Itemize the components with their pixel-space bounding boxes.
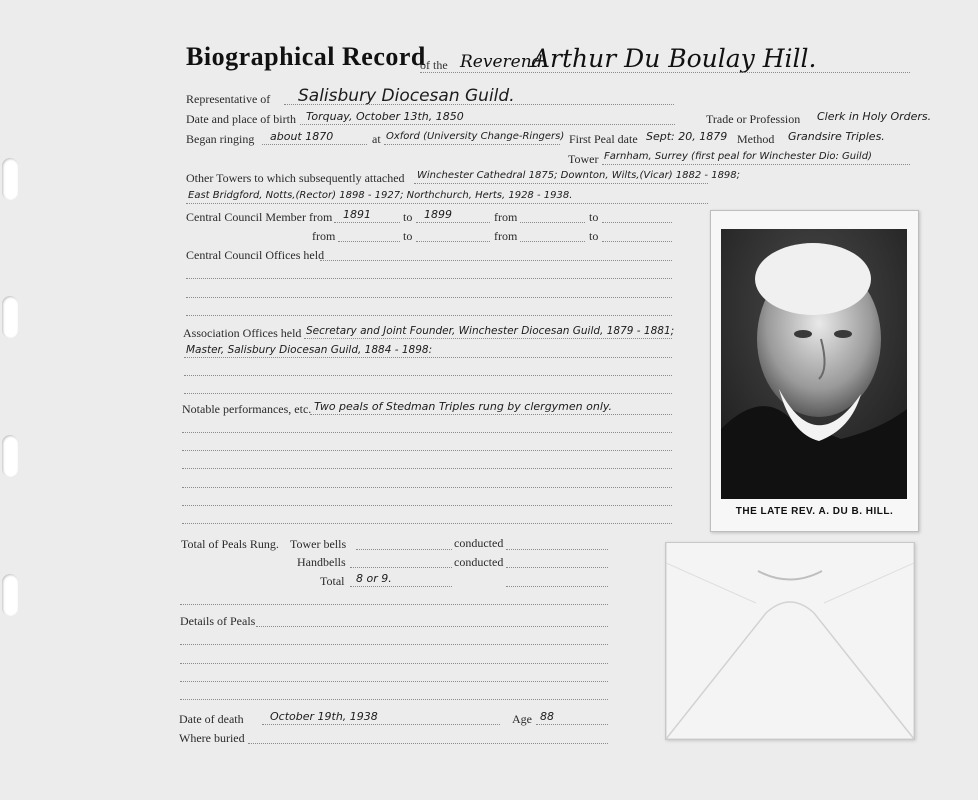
rule — [416, 222, 490, 223]
rule — [602, 222, 672, 223]
rule — [180, 604, 608, 605]
began-label: Began ringing — [186, 132, 255, 146]
rule — [182, 450, 672, 451]
method-value: Grandsire Triples. — [788, 130, 885, 143]
title-reverend: Reverend — [460, 52, 543, 72]
rule — [284, 104, 674, 105]
death-value: October 19th, 1938 — [270, 710, 378, 723]
rule — [186, 278, 672, 279]
cc-offices-label: Central Council Offices held — [186, 248, 325, 262]
rule — [256, 626, 608, 627]
total-peals-label: Total of Peals Rung. — [181, 537, 279, 551]
to-label: to — [589, 210, 599, 224]
rule — [300, 124, 675, 125]
began-value: about 1870 — [270, 130, 334, 143]
title-name: Arthur Du Boulay Hill. — [532, 44, 817, 73]
tower-bells-label: Tower bells — [290, 537, 347, 551]
punch-hole — [2, 296, 18, 338]
rule — [184, 357, 672, 358]
rule — [182, 432, 672, 433]
rule — [356, 549, 452, 550]
rule — [182, 487, 672, 488]
rule — [186, 297, 672, 298]
method-label: Method — [737, 132, 775, 146]
tower-label: Tower — [568, 152, 599, 166]
punch-hole — [2, 435, 18, 477]
title-of-the: of the — [420, 58, 448, 72]
age-label: Age — [512, 712, 532, 726]
rule — [414, 183, 708, 184]
death-label: Date of death — [179, 712, 244, 726]
rule — [262, 724, 500, 725]
photo-card — [710, 210, 919, 532]
rule — [334, 222, 400, 223]
rule — [384, 144, 560, 145]
birth-value: Torquay, October 13th, 1850 — [306, 110, 464, 123]
punch-hole — [2, 574, 18, 616]
rule — [180, 681, 608, 682]
rule — [182, 505, 672, 506]
to-label: to — [403, 210, 413, 224]
rule — [338, 241, 400, 242]
rule — [506, 549, 608, 550]
rule — [182, 523, 672, 524]
conducted-label: conducted — [454, 536, 504, 550]
rule — [506, 586, 608, 587]
buried-label: Where buried — [179, 731, 245, 745]
rule — [248, 743, 608, 744]
first-peal-value: Sept: 20, 1879 — [646, 130, 728, 143]
rule — [506, 567, 608, 568]
rule — [180, 663, 608, 664]
at-value: Oxford (University Change-Ringers) — [386, 131, 565, 142]
notable-value: Two peals of Stedman Triples rung by clergymen only. — [314, 400, 613, 413]
title-heading: Biographical Record — [186, 42, 426, 71]
other-towers-line2: East Bridgford, Notts,(Rector) 1898 - 1927; Northchurch, Herts, 1928 - 1938. — [188, 190, 573, 201]
representative-value: Salisbury Diocesan Guild. — [298, 86, 515, 106]
portrait-image — [721, 229, 907, 499]
total-value: 8 or 9. — [356, 572, 392, 585]
punch-hole — [2, 158, 18, 200]
title-rule — [420, 72, 910, 73]
rule — [602, 241, 672, 242]
rule — [536, 724, 608, 725]
rule — [320, 260, 672, 261]
age-value: 88 — [540, 710, 554, 723]
rule — [350, 586, 452, 587]
rule — [602, 164, 910, 165]
rule — [184, 393, 672, 394]
rule — [262, 144, 367, 145]
birth-label: Date and place of birth — [186, 112, 296, 126]
assoc-line2: Master, Salisbury Diocesan Guild, 1884 - 1898: — [186, 344, 433, 356]
envelope-flap-icon — [666, 543, 914, 739]
conducted-label: conducted — [454, 555, 504, 569]
assoc-label: Association Offices held — [183, 326, 302, 340]
rule — [416, 241, 490, 242]
portrait-photo — [721, 229, 907, 499]
rule — [186, 315, 672, 316]
cc-from1-value: 1891 — [343, 208, 371, 221]
from-label: from — [312, 229, 336, 243]
first-peal-label: First Peal date — [569, 132, 638, 146]
rule — [182, 468, 672, 469]
other-towers-line1: Winchester Cathedral 1875; Downton, Wilts,(Vicar) 1882 - 1898; — [417, 170, 741, 181]
envelope — [665, 542, 915, 740]
notable-label: Notable performances, etc. — [182, 402, 312, 416]
from-label: from — [494, 229, 518, 243]
cc-member-label: Central Council Member from — [186, 210, 333, 224]
rule — [310, 414, 672, 415]
other-towers-label: Other Towers to which subsequently attached — [186, 171, 405, 185]
rule — [520, 222, 585, 223]
to-label: to — [403, 229, 413, 243]
assoc-line1: Secretary and Joint Founder, Winchester Diocesan Guild, 1879 - 1881; — [306, 325, 675, 337]
rule — [186, 203, 708, 204]
rule — [520, 241, 585, 242]
rule — [180, 699, 608, 700]
to-label: to — [589, 229, 599, 243]
trade-label: Trade or Profession — [706, 112, 801, 126]
total-label: Total — [320, 574, 345, 588]
photo-caption: THE LATE REV. A. DU B. HILL. — [735, 506, 894, 517]
cc-to1-value: 1899 — [424, 208, 452, 221]
handbells-label: Handbells — [297, 555, 346, 569]
rule — [184, 375, 672, 376]
trade-value: Clerk in Holy Orders. — [817, 110, 932, 123]
rule — [180, 644, 608, 645]
details-label: Details of Peals — [180, 614, 256, 628]
rule — [350, 567, 452, 568]
at-label: at — [372, 132, 381, 146]
from-label: from — [494, 210, 518, 224]
representative-label: Representative of — [186, 92, 271, 106]
tower-value: Farnham, Surrey (first peal for Winchester Dio: Guild) — [604, 151, 872, 162]
rule — [304, 338, 672, 339]
